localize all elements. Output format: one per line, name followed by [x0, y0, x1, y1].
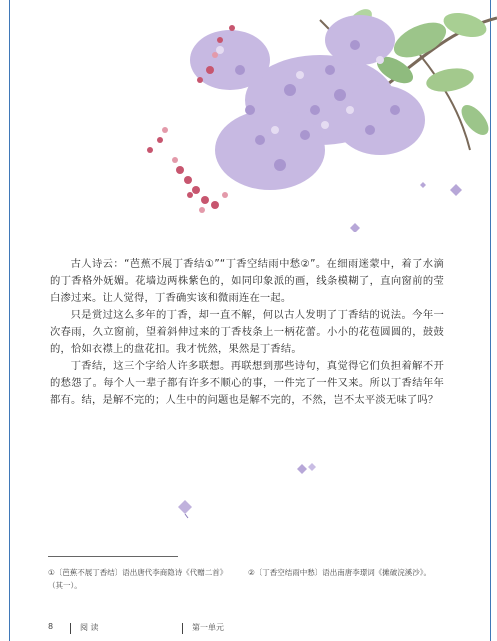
paragraph-2: 只是赏过这么多年的丁香，却一直不解，何以古人发明了丁香结的说法。今年一次春雨，久立窗前，望着斜伸过来的丁香枝条上一柄花蕾。小小的花苞圆圆的，鼓鼓的，恰如衣襟上的盘花扣。我才恍然，果然是丁香结。	[50, 309, 444, 355]
page-number: 8	[48, 622, 54, 631]
page-footer	[48, 622, 448, 636]
footnote-rule	[48, 556, 178, 557]
paragraph-1: 古人诗云：“芭蕉不展丁香结①”“丁香空结雨中愁②”。在细雨迷蒙中，着了水滴的丁香格外妩媚。花墙边两株紫色的，如同印象派的画，线条模糊了，直向窗前的莹白渗过来。让人觉得，丁香确实该和微雨连在一起。	[50, 258, 444, 304]
falling-petal-icon	[172, 494, 198, 520]
page-edge-left	[0, 0, 10, 641]
lilac-illustration	[120, 0, 497, 232]
footer-divider	[182, 623, 183, 634]
paragraph-3: 丁香结，这三个字给人许多联想。再联想到那些诗句，真觉得它们负担着解不开的愁怨了。每个人一辈子都有许多不顺心的事，一件完了一件又来。所以丁香结年年都有。结，是解不完的；人生中的问题也是解不完的，不然，岂不太平淡无味了吗？	[50, 360, 444, 406]
unit-label: 第一单元	[192, 623, 224, 632]
falling-petal-icon	[292, 458, 322, 480]
footnote-2: ②〔丁香空结雨中愁〕语出南唐李璟词《摊破浣溪沙》。	[248, 568, 431, 577]
article-body	[50, 256, 444, 409]
section-label: 阅 读	[80, 623, 99, 632]
footer-divider	[70, 623, 71, 634]
footnote-1: ①〔芭蕉不展丁香结〕语出唐代李商隐诗《代赠二首》（其一）。	[48, 568, 228, 590]
